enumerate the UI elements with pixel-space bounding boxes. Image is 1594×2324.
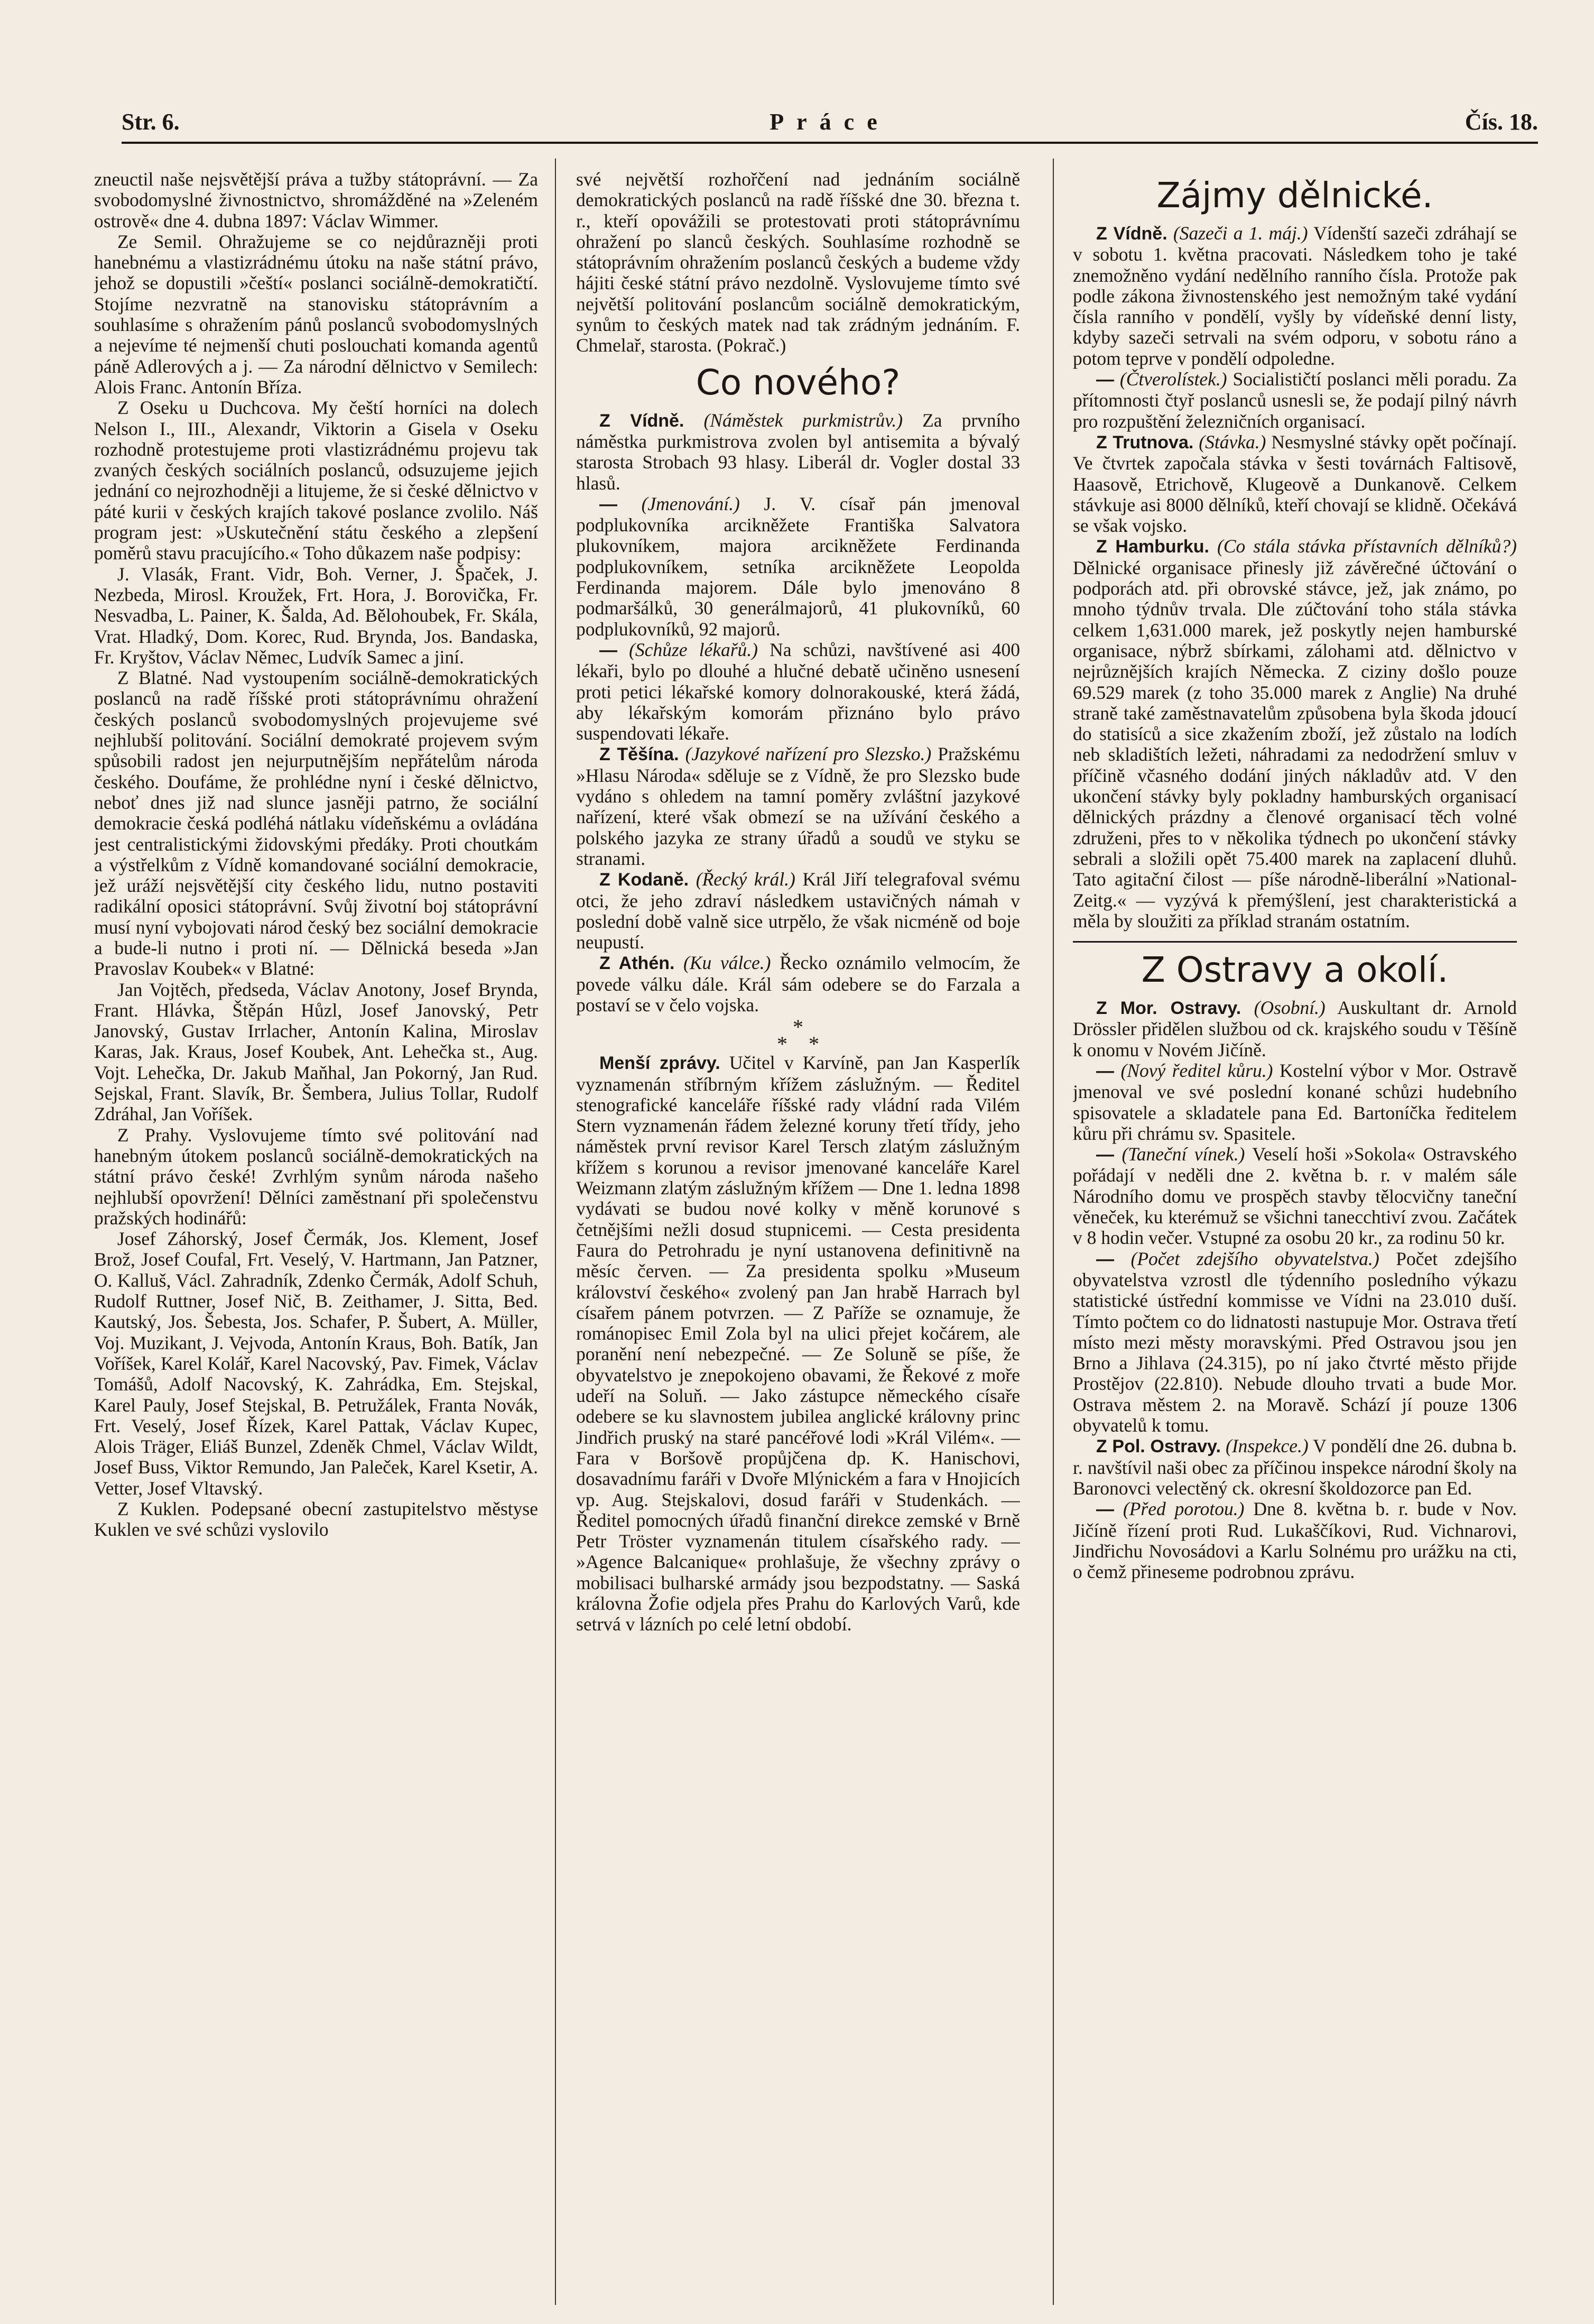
minor-news-title: Menší zprávy.: [599, 1053, 720, 1074]
news-item-place: —: [599, 494, 617, 514]
article-paragraph: Ze Semil. Ohražujeme se co nejdůrazněji proti hanebnému a vlastizrádnému útoku na naše státní právo, jehož se dopustili »čeští« poslanci sociálně-demokratičtí. Stojíme nezvratně na stanovisku státoprávním a souhlasíme s ohražením pánů poslanců svobodomyslných a nejevíme té nejmenší chuti poslouchati komanda agentů páně Adlerových a j. — Za národní dělnictvo v Semilech: Alois Franc. Antonín Bříza.: [94, 230, 538, 398]
article-paragraph: Jan Vojtěch, předseda, Václav Anotony, Josef Brynda, Frant. Hlávka, Štěpán Hůzl, Josef Janovský, Petr Janovský, Gustav Irrlacher, Antonín Kalina, Miroslav Karas, Jak. Kraus, Josef Koubek, Ant. Lehečka st., Aug. Vojt. Lehečka, Dr. Jakub Maňhal, Jan Pokorný, Jan Rud. Sejskal, Frant. Slavík, Br. Šembera, Julius Tollar, Rudolf Zdráhal, Jan Voříšek.: [94, 979, 538, 1125]
news-item-subtitle: (Nový ředitel kůru.): [1120, 1059, 1273, 1081]
separator-asterisks: * * *: [777, 1015, 819, 1056]
news-item-subtitle: (Sazeči a 1. máj.): [1173, 223, 1308, 244]
news-item-subtitle: (Jazykové nařízení pro Slezsko.): [685, 743, 932, 765]
news-item: [1073, 223, 1517, 369]
news-item: [576, 744, 1020, 869]
news-item-subtitle: (Řecký král.): [696, 869, 795, 890]
news-item-place: Z Trutnova.: [1096, 432, 1194, 453]
news-item-text: Veselí hoši »Sokola« Ostravského pořádají v neděli dne 2. května b. r. v malém sále Národního domu ve prospěch stavby tělocvičny taneční věneček, ku kterémuž se všichni tanecchtiví zvou. Začátek v 8 hodin večer. Vstupné za osobu 20 kr., za rodinu 50 kr.: [1073, 1143, 1517, 1249]
news-item-text: Socialističtí poslanci měli poradu. Za přítomnosti čtyř poslanců usnesli se, že podají pilný návrh pro rozpuštění železničních organisací.: [1073, 368, 1517, 432]
news-item-subtitle: (Osobní.): [1254, 997, 1326, 1019]
news-item-subtitle: (Taneční vínek.): [1122, 1143, 1245, 1165]
news-item-text: Vídenští sazeči zdráhají se v sobotu 1. května pracovati. Následkem toho je také znemožněno vydání nedělního ranního čísla. Protože pak podle zákona živnostenského jest nemožným také vydání čísla ranního v pondělí, vyšly by vídeňské denní listy, kdyby sazeči setrvali na svém odporu, v sobotu ráno a potom teprve v pondělí odpoledne.: [1073, 223, 1517, 369]
section-heading-ostrava: Z Ostravy a okolí.: [1141, 949, 1449, 991]
news-item-subtitle: (Schůze lékařů.): [629, 639, 758, 660]
news-item-place: Z Mor. Ostravy.: [1096, 998, 1241, 1019]
news-item-place: Z Pol. Ostravy.: [1096, 1436, 1221, 1457]
minor-news: [576, 1053, 1020, 1635]
page-header: [122, 108, 1538, 140]
news-item-subtitle: (Inspekce.): [1226, 1435, 1309, 1457]
news-item-text: Za prvního náměstka purkmistrova zvolen byl antisemita a bývalý starosta Strobach 93 hlasy. Liberál dr. Vogler dostal 33 hlasů.: [576, 409, 1020, 494]
news-item: [1073, 1249, 1517, 1436]
article-paragraph: Josef Záhorský, Josef Čermák, Jos. Klement, Josef Brož, Josef Coufal, Frt. Veselý, V. Hartmann, Jan Patzner, O. Kalluš, Václ. Zahradník, Zdenko Čermák, Adolf Schuh, Rudolf Ruttner, Josef Nič, B. Zeithamer, J. Sitta, Bed. Kautský, Jos. Šebesta, Jos. Schafer, P. Šubert, A. Müller, Voj. Muzikant, J. Vejvoda, Antonín Kraus, Boh. Batík, Jan Voříšek, Karel Kolář, Karel Nacovský, Pav. Fimek, Václav Tomášů, Adolf Nacovský, K. Zahrádka, Em. Stejskal, Karel Pauly, Josef Stejskal, B. Petružálek, Franta Novák, Frt. Veselý, Josef Řízek, Karel Pattak, Václav Kupec, Alois Träger, Eliáš Bunzel, Zdeněk Chmel, Václav Wildt, Josef Buss, Viktor Remundo, Jan Paleček, Karel Ksetir, A. Vetter, Josef Vltavský.: [94, 1228, 538, 1499]
news-item: [1073, 1436, 1517, 1499]
section-heading-labor: Zájmy dělnické.: [1156, 175, 1433, 216]
news-item-place: —: [599, 640, 617, 660]
news-item-text: V pondělí dne 26. dubna b. r. navštívil naši obec za příčinou inspekce národní školy na Baronovci velectěný ck. okresní školdozorce pan Ed.: [1073, 1435, 1517, 1499]
news-item-subtitle: (Co stála stávka přístavních dělníků?): [1217, 536, 1517, 557]
news-item-place: —: [1096, 1249, 1114, 1269]
section-heading-news: Co nového?: [696, 362, 901, 403]
news-item: [1073, 998, 1517, 1060]
news-item-place: —: [1096, 1499, 1114, 1520]
news-item-text: Nesmyslné stávky opět počínají. Ve čtvrtek započala stávka v šesti továrnách Faltisově, Haasově, Etrichově, Klugeově a Dunkanově. Celkem stávkuje asi 8000 dělníků, kteří chovají se klidně. Očekává se však vojsko.: [1073, 431, 1517, 537]
news-item-place: —: [1096, 370, 1114, 390]
minor-news-text: Učitel v Karvíně, pan Jan Kasperlík vyznamenán stříbrným křížem záslužným. — Ředitel stenografické kanceláře říšské rady vládní rada Vilém Stern vyznamenán řádem železné koruny třetí třídy, jeho náměstek první revisor Karel Tersch zlatým záslužným křížem s korunou a revisor jmenované kanceláře Karel Weizmann zlatým záslužným křížem — Dne 1. ledna 1898 vydávati se budou nové kolky v měně korunové s četnějšími nežli dosud stupnicemi. — Cesta presidenta Faura do Petrohradu je nyní ustanovena definitivně na měsíc červen. — Za presidenta spolku »Museum království českého« zvolený pan Jan hrabě Harrach byl císařem pánem potvrzen. — Z Paříže se oznamuje, že románopisec Emil Zola byl na ulici přejet kočárem, ale poranění není nebezpečné. — Ze Soluně se píše, že obyvatelstvo je znepokojeno obavami, že Řekové z moře udeří na Soluň. — Jako zástupce německého císaře odebere se ku slavnostem jubilea anglické královny princ Jindřich pruský na staré pancéřové lodi »Král Vilém«. — Fara v Boršově propůjčena dp. K. Hanischovi, dosavadnímu faráři v Dvoře Mlýnickém a fara v Hnojicích vp. Aug. Stejskalovi, dosud faráři v Studenkách. — Ředitel pomocných úřadů finanční direkce zemské v Brně Petr Tröster vyznamenán titulem císařského rady. — »Agence Balcanique« prohlašuje, že všechny zprávy o mobilisaci bulharské armády jsou bezpodstatny. — Saská královna Žofie odjela přes Prahu do Karlových Varů, kde setrvá v lázních po celé letní období.: [576, 1052, 1020, 1635]
column-divider: [555, 159, 556, 2305]
article-paragraph: Z Kuklen. Podepsané obecní zastupitelstvo městyse Kuklen ve své schůzi vyslovilo: [94, 1498, 538, 1541]
article-paragraph: Z Prahy. Vyslovujeme tímto své politování nad hanebným útokem poslanců sociálně-demokratických na státní právo české! Zvrhlým synům národa našeho nejhlubší opovržení! Dělníci zaměstnaní při společenstvu pražských hodinářů:: [94, 1124, 538, 1229]
header-rule: [122, 142, 1538, 144]
news-item-text: Na schůzi, navštívené asi 400 lékaři, bylo po dlouhé a hlučné debatě učiněno usnesení proti petici lékařské komory dolnorakouské, která žádá, aby lékařským komorám přiznáno bylo právo suspendovati lékaře.: [576, 639, 1020, 744]
article-paragraph: J. Vlasák, Frant. Vidr, Boh. Verner, J. Špaček, J. Nezbeda, Mirosl. Kroužek, Frt. Hora, J. Borovička, Fr. Nesvadba, L. Painer, K. Šalda, Ad. Bělohoubek, Fr. Skála, Vrat. Hladký, Dom. Korec, Rud. Brynda, Jos. Bandaska, Fr. Kryštov, Václav Němec, Ludvík Samec a jiní.: [94, 563, 538, 668]
news-item-place: Z Vídně.: [599, 410, 684, 431]
news-item-text: J. V. císař pán jmenoval podplukovníka arcikněžete Františka Salvatora plukovníkem, majora arcikněžete Ferdinanda podplukovníkem, setníka arcikněžete Leopolda Ferdinanda majorem. Dále bylo jmenováno 8 podmaršálků, 30 generálmajorů, 41 plukovníků, 60 podplukovníků, 92 majorů.: [576, 493, 1020, 640]
news-item-place: Z Athén.: [599, 953, 675, 974]
continued-article: své největší rozhořčení nad jednáním sociálně demokratických poslanců na radě říšské dne 30. března t. r., kteří opovážili se protestovati proti státoprávnímu ohražení po slanců českých. Souhlasíme rozhodně se státoprávním ohražením poslanců českých a budeme vždy hájiti české státní právo nezdolně. Vyslovujeme tímto své největší politování poslancům sociálně demokratickým, synům to českých matek nad tak zrádným jednáním. F. Chmelař, starosta. (Pokrač.): [576, 169, 1020, 356]
news-item: [576, 494, 1020, 640]
news-item: [576, 953, 1020, 1016]
news-item-place: —: [1096, 1060, 1114, 1081]
news-item-subtitle: (Stávka.): [1199, 431, 1266, 453]
news-item-place: Z Vídně.: [1096, 224, 1167, 244]
news-item-text: Dělnické organisace přinesly již závěrečné účtování o podporách atd. při obrovské stávce, jež, jak známo, po mnoho týdnův trvala. Dle zúčtování toho stála stávka celkem 1,631.000 marek, jež poskytly nejen hamburské organisace, nýbrž sbírkami, zálohami atd. dělnictvo v nejrůznějších krajích Německa. Z ciziny došlo pouze 69.529 marek (z toho 35.000 marek z Anglie) Na druhé straně také zaměstnavatelům způsobena byla škoda jdoucí do statisíců a sice zkažením zboží, jež zůstalo na lodích neb skladištích ležeti, náhradami za nedodržení smluv v příčině včasného dodání jiných nákladův atd. V den ukončení stávky byly pokladny hamburských organisací dělnických prázdny a členové organisací těch volné združeni, přes to v několika týdnech po ukončení stávky sebrali a složili opět 75.400 marek na zaplacení dluhů. Tato agitační čilost — píše národně-liberální »National-Zeitg.« — vyzývá k přemýšlení, jest charakteristická a měla by sloužiti za příklad stranám ostatním.: [1073, 557, 1517, 932]
news-item-text: Řecko oznámilo velmocím, že povede válku dále. Král sám odebere se do Farzala a postaví se v čelo vojska.: [576, 952, 1020, 1016]
news-item-subtitle: (Počet zdejšího obyvatelstva.): [1130, 1248, 1379, 1269]
column-divider: [1053, 159, 1054, 2305]
news-item: [1073, 1060, 1517, 1144]
page-number: Str. 6.: [122, 109, 180, 135]
column-3: [1073, 169, 1517, 2294]
news-item: [1073, 432, 1517, 536]
news-item-text: Počet zdejšího obyvatelstva vzrostl dle týdenního posledního výkazu statistické ústřední kommisse ve Vídni na 23.010 duší. Tímto počtem co do lidnatosti nastupuje Mor. Ostrava třetí místo mezi městy moravskými. Před Ostravou jsou jen Brno a Jihlava (24.315), po ní jako čtvrté město přijde Prostějov (22.810). Nebude dlouho trvati a bude Mor. Ostrava městem 2. na Moravě. Schází jí pouze 1306 obyvatelů k tomu.: [1073, 1248, 1517, 1436]
column-2: [576, 169, 1020, 2294]
news-item-subtitle: (Před porotou.): [1123, 1498, 1245, 1520]
news-item-place: —: [1096, 1145, 1114, 1165]
news-item-place: Z Hamburku.: [1096, 537, 1209, 557]
news-item-place: Z Těšína.: [599, 744, 679, 765]
news-item-subtitle: (Náměstek purkmistrův.): [703, 409, 903, 431]
issue-number: Čís. 18.: [1465, 109, 1538, 135]
news-item: [1073, 1144, 1517, 1248]
article-paragraph: Z Blatné. Nad vystoupením sociálně-demokratických poslanců na radě říšské proti státoprávnímu ohražení českých poslanců svobodomyslných projevujeme své nejhlubší politování. Sociální demokraté projevem svým spůsobili radost jen nejurputnějším nepřátelům národa českého. Doufáme, že prohlédne nyní i české dělnictvo, neboť dnes již nad slunce jasněji patrno, že sociální demokracie česká podléhá nátlaku vídeňskému a ovládána jest centralistickými židovskými předáky. Proti choutkám a výstřelkům z Vídně komandované sociální demokracie, jež uráží nejsvětější city českého lidu, nutno postaviti radikální oposici státoprávní. Svůj životní boj státoprávní musí nyní vybojovati národ český bez sociální demokracie a bude-li nutno i proti ní. — Dělnická beseda »Jan Pravoslav Koubek« v Blatné:: [94, 667, 538, 980]
news-item: [576, 410, 1020, 494]
news-item-text: Dne 8. května b. r. bude v Nov. Jičíně řízení proti Rud. Lukaščíkovi, Rud. Vichnarovi, Jindřichu Novosádovi a Karlu Solnému pro urážku na cti, o čemž přineseme podrobnou zprávu.: [1073, 1498, 1517, 1583]
news-item: [1073, 536, 1517, 932]
news-item: [1073, 1499, 1517, 1582]
newspaper-title: Práce: [770, 109, 890, 135]
news-item-subtitle: (Čtverolístek.): [1119, 368, 1227, 390]
article-paragraph: Z Oseku u Duchcova. My čeští horníci na dolech Nelson I., III., Alexandr, Viktorin a Gisela v Oseku rozhodně protestujeme proti vlastizrádnému projevu tak zvaných českých sociálních poslanců, odsuzujeme jejich jednání co nejrozhodněji a litujeme, že si české dělnictvo v páté kurii v českých krajích takové poslance zvolilo. Náš program jest: »Uskutečnění státu českého a zlepšení poměrů stavu pracujícího.« Toho důkazem naše podpisy:: [94, 397, 538, 564]
news-item-text: Kostelní výbor v Mor. Ostravě jmenoval ve své poslední konané schůzi hudebního spisovatele a skladatele pana Ed. Bartoníčka ředitelem kůru při chrámu sv. Spasitele.: [1073, 1059, 1517, 1144]
article-paragraph: zneuctil naše nejsvětější práva a tužby státoprávní. — Za svobodomyslné živnostnictvo, shromážděné na »Zeleném ostrově« dne 4. dubna 1897: Václav Wimmer.: [94, 169, 538, 232]
news-item-subtitle: (Jmenování.): [641, 493, 740, 514]
column-1: [94, 169, 538, 2294]
news-item-subtitle: (Ku válce.): [683, 952, 771, 974]
news-item: [576, 869, 1020, 953]
news-item: [576, 640, 1020, 744]
news-item-text: Auskultant dr. Arnold Drössler přidělen službou od ck. krajského soudu v Těšíně k onomu v Novém Jičíně.: [1073, 997, 1517, 1060]
section-divider: [1073, 941, 1517, 943]
news-item: [1073, 369, 1517, 432]
news-item-place: Z Kodaně.: [599, 870, 689, 890]
news-item-text: Král Jiří telegrafoval svému otci, že jeho zdraví následkem ustavičných námah v poslední době valně sice utrpělo, že však nicméně od boje neupustí.: [576, 869, 1020, 953]
news-item-text: Pražskému »Hlasu Národa« sděluje se z Vídně, že pro Slezsko bude vydáno s ohledem na tamní poměry zvláštní jazykové nařízení, které však obmezí se na užívání českého a polského jazyka ze strany úřadů a soudů ve styku se stranami.: [576, 743, 1020, 869]
